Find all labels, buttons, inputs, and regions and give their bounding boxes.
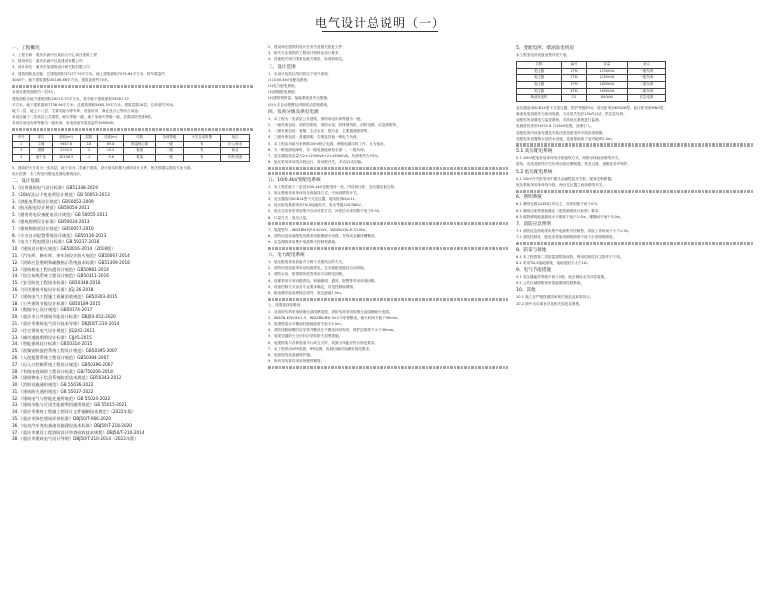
table-cell: 1600kVA <box>586 81 627 88</box>
list-equipment-intro <box>516 52 754 58</box>
text-line: 3000个，地下建筑面积30106.86平方米，建筑高度约70米。 <box>12 77 112 82</box>
text-line: 6、计量方式：高压计量。 <box>268 215 310 220</box>
table-cell: 备注 <box>627 62 665 69</box>
text-line: 本项目建筑面积约一层3万。 <box>12 90 58 95</box>
text-line: 1.《民用建筑电气设计标准》GB51348-2019 <box>12 184 98 190</box>
table-cell: 变压器 <box>517 75 562 82</box>
list-scope <box>268 71 508 108</box>
text-line: 8、电源进线设浪涌保护器。 <box>268 353 314 358</box>
text-line: (4)建筑物防雷、接地系统及安全措施； <box>268 96 331 101</box>
text-line: 30.《消防设施通用规范》GB 55036-2022 <box>12 382 94 388</box>
text-line: 4、消防线路暗敷时应穿管并敷设在不燃烧体结构内，保护层厚度不小于30mm。 <box>268 328 397 333</box>
table-cell: 1TM <box>562 68 587 75</box>
table-cell: 名称 <box>517 62 562 69</box>
table-row <box>517 95 666 102</box>
table-cell: -9.6 <box>98 154 124 161</box>
table-cell: 框架 <box>124 148 156 155</box>
text-line: 6.2 照明功率密度值满足《建筑照明设计标准》要求。 <box>516 208 602 213</box>
text-line: 2、建设单位：重庆市渝中区某建设有限公司 <box>12 59 83 64</box>
table-cell: 有 <box>183 154 220 161</box>
text-line: 34.《重庆市建筑工程施工图设计文件编制技术规定》（2022年版） <box>12 409 137 415</box>
list-substation <box>268 184 508 221</box>
standards-list <box>12 185 254 443</box>
table-cell: 变压器 <box>517 81 562 88</box>
list-lightning <box>516 254 754 266</box>
text-line: 8.《火灾自动报警系统设计规范》GB50116-2013 <box>12 232 107 238</box>
text-line: 变压器选用SCB14型干式变压器，防护等级IP20，高压柜采用KYN28型，低压柜采用MNS型。 <box>516 105 667 110</box>
text-line: 柴油发电机组作为备用电源，当市电失电后15s内启动，供应急负荷。 <box>516 111 627 116</box>
table-row <box>13 154 250 161</box>
text-line: 3、二级负荷包括：客梯、生活水泵、排污泵、主要通道照明等。 <box>268 129 371 134</box>
section-heading: 5、变配电所、柴油发电机房 <box>516 46 575 51</box>
section-heading: 四、负荷分级及供电电源 <box>268 109 319 115</box>
text-line: (3)照明配电系统； <box>268 90 299 95</box>
list-power <box>268 259 508 296</box>
equipment-table <box>516 61 666 102</box>
text-line: 27.《出入口控制系统工程设计规范》GB50396-2007 <box>12 361 114 367</box>
text-block <box>268 298 508 301</box>
text-line: 设计范围：本工程室内强电及弱电系统设计。 <box>12 171 84 176</box>
text-line: 7.2 消防控制室、配电室等备用照明照度不低于正常照明照度。 <box>516 235 617 240</box>
table-cell: 1250kVA <box>586 75 627 82</box>
text-line: (2)电力配电系统； <box>268 84 299 89</box>
text-line: 2.《20kV及以下变电所设计规范》GB 50053-2013 <box>12 191 110 197</box>
text-block <box>516 190 754 193</box>
text-line: 1、本设计包括红线内的以下电气系统： <box>268 71 332 76</box>
table-row <box>517 88 666 95</box>
text-line: 13.《建筑机电工程抗震设计规范》GB50981-2014 <box>12 266 109 272</box>
text-block <box>268 247 508 250</box>
text-line: 6.1 照明光源以LED灯具为主，功率因数不低于0.9。 <box>516 202 601 207</box>
list-energy <box>516 274 754 286</box>
text-block <box>268 366 508 369</box>
list-project-overview <box>12 52 254 83</box>
list-cable <box>268 302 508 364</box>
text-line: 24.《智能建筑设计标准》GB50314-2015 <box>12 341 93 347</box>
table-cell: 3 <box>13 154 30 161</box>
section-heading: 5.2 低压配电系统 <box>516 169 553 175</box>
text-block <box>268 167 508 170</box>
text-line: 3、电缆桥架水平敷设时距地高度不低于2.5m。 <box>268 322 345 327</box>
list-lighting <box>516 201 754 220</box>
text-block <box>12 128 254 131</box>
section-heading: 二、设计依据 <box>12 178 40 184</box>
table-cell: 3TM <box>562 81 587 88</box>
section-heading: 五、10/0.4kV变配电系统 <box>268 177 321 183</box>
text-block <box>268 222 508 225</box>
column-middle <box>268 44 508 371</box>
table-cell: 1 <box>13 141 30 148</box>
table-cell: 车库/设备 <box>220 154 249 161</box>
section-heading: 9、电气节能措施 <box>516 268 552 274</box>
table-cell: 4 <box>80 148 97 155</box>
text-line: 10.1 施工应严格按照国家相关规范及标准执行。 <box>516 295 594 300</box>
section-heading: 10、其他 <box>516 288 536 294</box>
text-line: (1)10/0.4kV变配电系统； <box>268 77 311 82</box>
text-line: 35.《重庆市绿色建筑评价标准》DBJ50/T-066-2020 <box>12 416 112 422</box>
text-line: 3、变压器选用SCB14型干式变压器，接线组别Dyn11。 <box>268 196 359 201</box>
text-line: 2、消防用电设备采用双电源供电，在末端配电箱处自动切换。 <box>268 266 368 271</box>
text-line: 16.《民用建筑节能设计标准》JGJ 26-2018 <box>12 286 94 292</box>
text-line: 12.《消防应急照明和疏散指示系统技术标准》GB51309-2018 <box>12 259 130 265</box>
list-equipment <box>516 105 754 142</box>
table-cell: 一级负荷 <box>627 68 665 75</box>
table-cell: 1600kVA <box>586 88 627 95</box>
text-line: 5.《通用用电设备配电设计规范》GB 50055-2011 <box>12 212 108 218</box>
text-line: 3.《供配电系统设计规范》GB50052-2009 <box>12 198 94 204</box>
text-line: 电源进线采用YJV22-8.7/15kV电缆，直埋引入。 <box>516 124 594 129</box>
text-line: 2、WDZN-KYJY-8×1.5、WDZBN-BYJ-3×2.5穿管敷设，耐火时间不低于90min。 <box>268 315 401 320</box>
table-cell: 序号 <box>13 135 30 142</box>
table-cell: 负荷等级 <box>156 135 183 142</box>
text-line: 15.《安全防范工程技术标准》GB50348-2018 <box>12 280 101 286</box>
text-line: 38.《重庆市建筑电气设计导则》DBJ50/T-210-2014（2022年版） <box>12 436 139 442</box>
list-load <box>268 116 508 166</box>
list-project-detail <box>12 89 254 126</box>
table-row <box>517 68 666 75</box>
text-line: 变配电所设置电力监控系统，对高低压系统进行监测。 <box>516 118 603 123</box>
table-cell: 备注 <box>220 135 249 142</box>
text-line: 6、当一路电源故障时，另一路电源能承担全部一、二级负荷。 <box>268 147 368 152</box>
table-header-row <box>517 62 666 69</box>
text-line: 32.《建筑电气与智能化通用规范》GB 55024-2022 <box>12 395 111 401</box>
text-line: 7、电缆型号：WDZBN-YJY-0.6/1kV，WDZN-YJV-8.7/10kV。 <box>268 228 370 233</box>
text-line: 5、建筑防火分类为一类高层，地下室为二类地下建筑，设计基本依据为消防设计文件，相关数据以建筑专业为准。 <box>12 165 194 170</box>
text-line: 22.《住宅建筑电气设计规范》JGJ242-2011 <box>12 327 95 333</box>
text-line: 5.1 10kV配电采用单母线分段接线方式，两段母线间设联络开关。 <box>516 156 622 161</box>
table-cell: 69.8 <box>98 141 124 148</box>
text-line: 6、电缆桥架与各种管道平行或交叉时，其最小净距应符合规范要求。 <box>268 340 379 345</box>
text-line: 地下二层，地上十八层，主要功能为停车库、设备用房、商业及办公等综合用途。 <box>12 108 142 113</box>
text-line: 33.《建筑节能与可再生能源利用通用规范》GB 55015-2021 <box>12 402 127 408</box>
table-cell: 部位 <box>30 135 52 142</box>
table-cell: 地下室 <box>30 154 52 161</box>
table-cell: 有 <box>183 141 220 148</box>
table-cell: 变压器 <box>517 68 562 75</box>
text-line: 低压系统采用单母线分段，两台变压器之间设联络开关。 <box>516 182 606 187</box>
text-line: 6.3 疏散照明地面最低水平照度不低于1.0lx，楼梯间不低于5.0lx。 <box>516 214 624 219</box>
table-cell: 火灾自动报警 <box>183 135 220 142</box>
text-line: 28.《有线电视网络工程设计标准》GB/T50200-2018 <box>12 368 113 374</box>
table-cell: 框架核心筒 <box>124 141 156 148</box>
text-line: 29.《建筑物电子信息系统防雷技术规范》GB50343-2012 <box>12 375 122 381</box>
table-cell: 办公/商业 <box>220 141 249 148</box>
list-basis <box>268 44 508 63</box>
text-line: 七、线缆选择及敷设 <box>268 303 301 308</box>
text-line: 5、低压无功补偿采用集中自动补偿方式，补偿后功率因数不低于0.90。 <box>268 209 383 214</box>
text-line: 5、设备控制方式由各专业要求确定，详见控制原理图。 <box>268 284 357 289</box>
table-cell: 2 <box>13 148 30 155</box>
table-cell: -2 <box>80 154 97 161</box>
text-line: 1、非消防负荷采用低烟无卤阻燃电缆，消防负荷采用低烟无卤阻燃耐火电缆。 <box>268 309 393 314</box>
text-line: 3、相关专业提供的工程设计资料及设计要求； <box>268 51 343 56</box>
list-other <box>516 294 754 306</box>
table-cell: 一级负荷 <box>627 75 665 82</box>
text-line: 1、本工程在地下一层设10/0.4kV变配电所一处，内设高压柜、变压器及低压柜。 <box>268 184 398 189</box>
text-line: 21.《重庆市建筑电气设计技术导则》DBJ50/T-210-2014 <box>12 320 120 326</box>
table-row <box>517 81 666 88</box>
text-line: 7、变压器装机容量为2×1250kVA+2×1600kVA，负荷率约为75%。 <box>268 154 382 159</box>
table-cell: 应急电源 <box>627 95 665 102</box>
table-cell: 有 <box>183 148 220 155</box>
column-right <box>516 44 754 307</box>
text-line: 36.《电动汽车充电基础设施建设技术标准》DBJ50/T-218-2020 <box>12 422 132 428</box>
table-cell: 9487.8 <box>52 141 80 148</box>
table-cell: G1 <box>562 95 587 102</box>
text-line: (5)火灾自动报警及消防联动控制系统。 <box>268 102 331 107</box>
building-table-body <box>13 135 250 161</box>
text-line: 4、其他相关现行国家及地方规范、标准和规定。 <box>268 57 346 62</box>
text-line: 4、低压配电系统采用TN-S接地形式，电压等级220/380V。 <box>268 203 365 208</box>
text-line: 7、本工程采用UPS电源，IPS电源，电源切换时间满足规范要求。 <box>268 346 373 351</box>
text-line: 平方米，地下建筑面积7738.94平方米；总建筑面积5463.30平方米，建筑层数18层，总高度约70米。 <box>12 102 177 107</box>
title-underline <box>322 31 438 32</box>
text-line: 11.《汽车库、修车库、停车场设计防火规范》GB50067-2014 <box>12 252 130 258</box>
section-heading: 6、照明系统 <box>516 195 542 201</box>
text-line: 18.《公共建筑节能设计标准》GB50189-2015 <box>12 300 101 306</box>
section-heading: 六、电力配电系统 <box>268 252 305 258</box>
text-line: 5、本工程由市政引来两路10kV独立电源，两路电源同时工作，互为备用。 <box>268 141 388 146</box>
text-line: 7.《建筑物防雷设计规范》GB50057-2010 <box>12 225 94 231</box>
text-line: 19.《数据中心设计规范》GB50174-2017 <box>12 307 93 313</box>
text-block <box>516 143 754 146</box>
text-line: 5.2 10kV开关柜采用中置式金属铠装开关柜，配真空断路器。 <box>516 176 615 181</box>
text-block <box>12 85 254 88</box>
table-cell: 结构 <box>124 135 156 142</box>
text-line: 1、工程名称：重庆市渝中区某综合中心项目建筑工程 <box>12 53 97 57</box>
text-line: 变配电所内设备布置及安装详见变配电所平面及剖面图。 <box>516 130 606 135</box>
table-cell: 变压器 <box>517 88 562 95</box>
text-line: 9、应急照明采用集中电源集中控制型系统。 <box>268 240 339 245</box>
table-cell: 一级 <box>156 141 183 148</box>
text-line: 9、所有穿线管均采用热镀锌钢管。 <box>268 359 325 364</box>
section-heading: 一、工程概况 <box>12 46 40 51</box>
section-heading: 三、设计范围 <box>268 64 296 70</box>
table-cell: 2702.5 <box>52 148 80 155</box>
text-line: 2、一级负荷包括：消防控制室、消防水泵、防排烟风机、消防电梯、应急照明等。 <box>268 123 400 128</box>
table-cell: 2TM <box>562 75 587 82</box>
text-line: 9.《电力工程电缆设计标准》GB 50217-2018 <box>12 239 100 245</box>
text-block <box>268 172 508 175</box>
text-line: 4、三级负荷包括：普通照明、空调及其他一般电力负荷。 <box>268 135 361 140</box>
text-line: 本工程变电所设备选型详见下表。 <box>516 53 570 57</box>
text-line: 8、低压采用单母线分段运行，设母联开关，手动/自动切换。 <box>268 160 365 165</box>
text-line: 4.《低压配电设计规范》GB50054-2011 <box>12 205 90 211</box>
table-cell: 高度(m) <box>98 135 124 142</box>
column-left <box>12 44 254 443</box>
text-line: 31.《建筑防火通用规范》GB 55037-2022 <box>12 388 94 394</box>
list-emergency <box>516 228 754 240</box>
text-line: 10.《建筑设计防火规范》GB50016-2014（2018版） <box>12 246 116 252</box>
table-cell: 裙楼 <box>30 148 52 155</box>
text-line: 4、电梯采用专用回路供电，轿厢照明、通风、报警等采用单独回路。 <box>268 278 379 283</box>
table-cell: 主楼 <box>30 141 52 148</box>
text-line: 9.1 变压器能效等级不低于2级，低压侧设无功补偿装置。 <box>516 275 608 280</box>
building-table <box>12 134 250 161</box>
text-line: 26.《入侵报警系统工程设计规范》GB50394-2007 <box>12 354 109 360</box>
list-notes <box>12 165 254 177</box>
text-line: 2、建设单位提供的设计任务书及相关批复文件； <box>268 45 346 49</box>
list-after <box>268 227 508 246</box>
equipment-table-body <box>517 62 666 102</box>
table-cell: 二级负荷 <box>627 81 665 88</box>
table-cell: 编号 <box>562 62 587 69</box>
text-line: 变配电所设置排水及防水设施，设备基础高于室内地坪0.3m。 <box>516 136 616 141</box>
text-line: 6、配电箱安装高度除注明外，底边距地1.5m。 <box>268 290 345 295</box>
text-block <box>516 242 754 245</box>
list-hv <box>516 155 754 167</box>
table-row <box>13 141 250 148</box>
table-cell: 二级 <box>156 148 183 155</box>
table-cell: 19.2 <box>98 148 124 155</box>
text-line: 10.2 图中未尽事宜详见相关规范及图集。 <box>516 301 583 306</box>
text-line: 1、本工程为一类高层公共建筑，消防用电负荷等级为一级。 <box>268 116 364 121</box>
text-line: 23.《城市道路照明设计标准》CJJ45-2015 <box>12 334 92 340</box>
text-line: 25.《视频安防监控系统工程设计规范》GB50395-2007 <box>12 348 118 354</box>
table-row <box>13 148 250 155</box>
text-line: 3、消防水泵、防排烟风机等采用专用供电回路。 <box>268 272 346 277</box>
text-line: 20.《重庆市公共建筑节能设计标准》DBJ50-052-2020 <box>12 314 116 320</box>
table-header-row <box>13 135 250 142</box>
text-line: 进线、出线及联络开关均采用真空断路器，具有过流、速断及零序保护。 <box>516 162 631 167</box>
table-cell: 面积(m²) <box>52 135 80 142</box>
list-lv <box>516 176 754 188</box>
table-cell: 柴油发电机 <box>517 95 562 102</box>
table-cell: 4TM <box>562 88 587 95</box>
table-cell: 30106.9 <box>52 154 80 161</box>
text-line: 7.1 消防应急照明采用集中电源集中控制型，持续工作时间不小于1.5h。 <box>516 228 632 233</box>
table-cell: 层数 <box>80 135 97 142</box>
table-row <box>517 75 666 82</box>
text-line: 14.《综合布线系统工程设计规范》GB50311-2016 <box>12 273 109 279</box>
text-line: 8.2 采用TN-S接地系统，接地电阻不大于1Ω。 <box>516 260 591 265</box>
text-line: 4、建筑面积及功能：总建筑面积37177.70平方米，地上建筑面积7070.84平方米，停车数量约 <box>12 71 165 76</box>
table-cell: 1250kVA <box>586 68 627 75</box>
table-cell: 框架 <box>124 154 156 161</box>
text-line: 17.《建筑电气工程施工质量验收规范》GB50303-2015 <box>12 293 118 299</box>
text-line: 1、低压配电采用放射式与树干式相结合的方式。 <box>268 259 346 264</box>
text-line: 8、消防用电设备配电线路采用阻燃耐火电缆，穿管或金属线槽敷设。 <box>268 234 379 239</box>
table-cell: 800kW <box>586 95 627 102</box>
table-cell: 二级负荷 <box>627 88 665 95</box>
table-cell: 商业 <box>220 148 249 155</box>
text-line: 6.《建筑照明设计标准》GB50034-2013 <box>12 218 90 224</box>
text-line: 5、电缆穿越防火分区时应采取防火封堵措施。 <box>268 334 343 339</box>
text-line: 37.《重庆市建设工程消防设计审查验收技术规程》DBJ50/T-210-2014 <box>12 429 145 435</box>
text-line: 8.1 本工程按第二类防雷建筑物设防，利用结构柱内主筋作引下线。 <box>516 254 624 259</box>
text-line: 3、设计单位：重庆市某建筑设计研究院有限公司 <box>12 65 90 70</box>
text-line: 本项目用电负荷等级为一级负荷，用电设备安装容量约3000kW。 <box>12 121 117 126</box>
section-heading: 5.1 高压配电系统 <box>516 149 553 155</box>
text-line: 9.2 公共区域照明采用智能照明控制系统。 <box>516 281 584 286</box>
page-title: 电气设计总说明（一） <box>314 16 445 30</box>
table-cell: 18 <box>80 141 97 148</box>
text-line: 2、高压系统采用单母线分段接线方式，中间设联络开关。 <box>268 190 361 195</box>
section-heading: 7、消防应急照明 <box>516 221 552 227</box>
text-line: 建筑面积含地下建筑面积26219.70平方米，其中地下建筑面积35587.72 <box>12 96 129 101</box>
table-cell: 一级 <box>156 154 183 161</box>
text-line: 本项目属于二类高层公共建筑，耐火等级一级，地下室耐火等级一级，抗震设防烈度6度。 <box>12 115 155 120</box>
table-cell: 容量 <box>586 62 627 69</box>
section-heading: 8、防雷与接地 <box>516 247 547 253</box>
